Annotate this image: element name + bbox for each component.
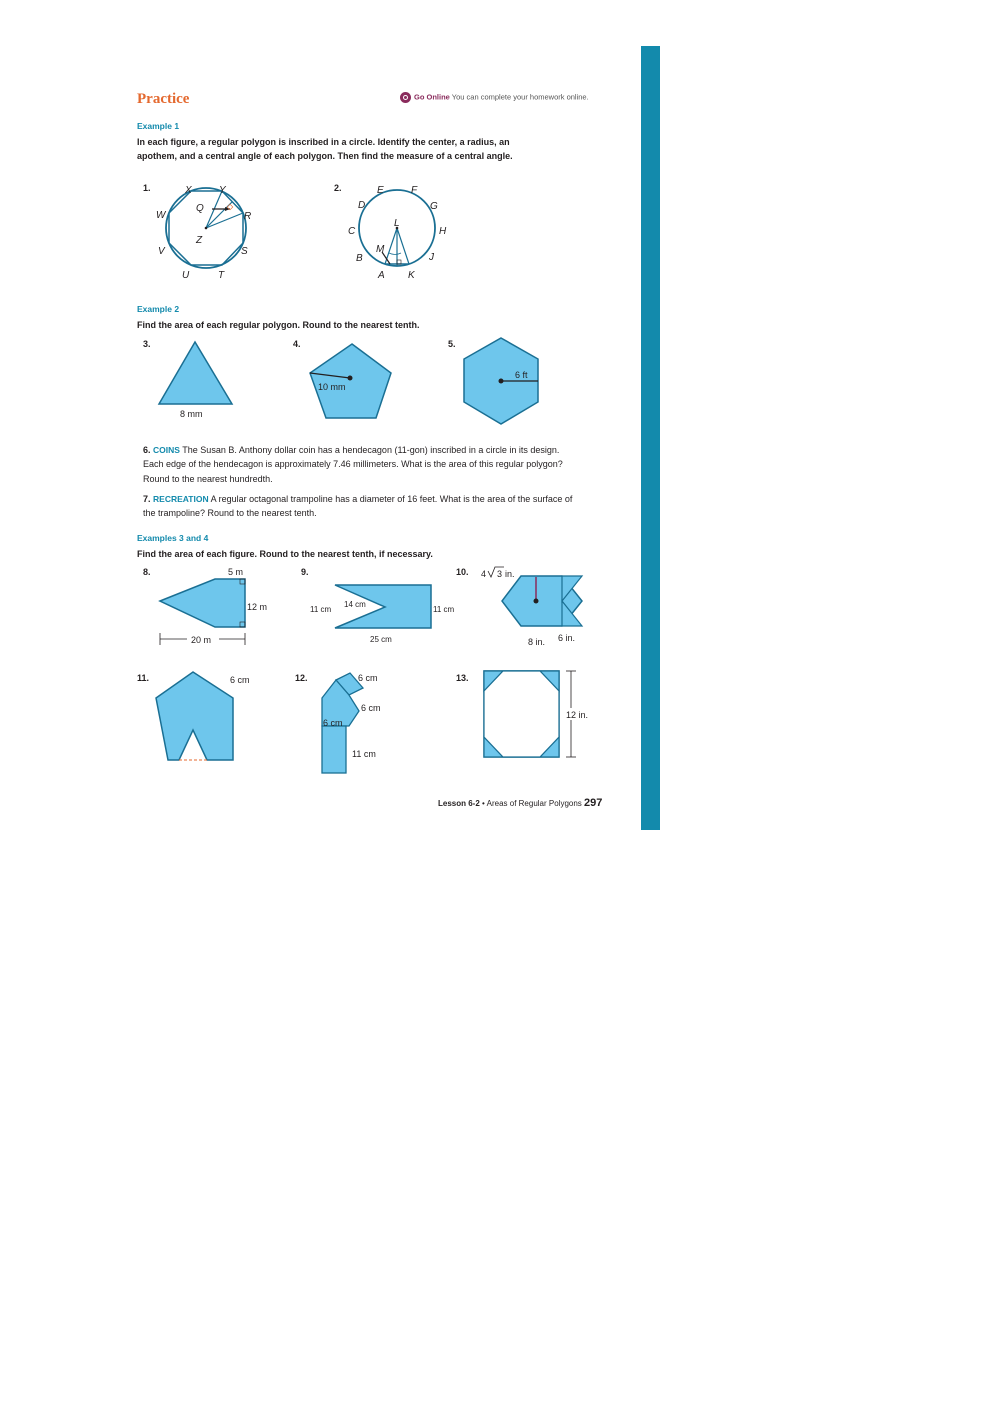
footer-title: Areas of Regular Polygons: [486, 799, 582, 808]
problem-6-keyword: COINS: [153, 445, 180, 455]
label-v: V: [158, 246, 165, 257]
label-a: A: [378, 270, 385, 281]
problem-4-figure: [300, 335, 400, 425]
p13-side-label: 12 in.: [566, 710, 589, 720]
p12-middle-label: 6 cm: [361, 703, 381, 713]
label-y: Y: [219, 185, 226, 196]
bottom-rectangle-shape: [322, 726, 346, 773]
label-e: E: [377, 185, 384, 196]
example-3-4-label: Examples 3 and 4: [137, 533, 209, 543]
p8-top-label: 5 m: [228, 567, 244, 577]
circle-octagon-figure: [166, 188, 246, 268]
p9-left-label: 11 cm: [310, 605, 332, 614]
p10-unit: in.: [505, 569, 515, 579]
triangle-shape: [159, 342, 232, 404]
example-2-instructions: Find the area of each regular polygon. Round to the nearest tenth.: [137, 320, 420, 330]
p11-side-label: 6 cm: [230, 675, 250, 685]
p8-bottom-label: 20 m: [191, 635, 212, 645]
page-footer: [438, 797, 602, 809]
label-f: F: [411, 185, 418, 196]
problem-6-text: The Susan B. Anthony dollar coin has a hendecagon (11-gon) inscribed in a circle in its design. Each edge of the hendecagon is approximately 7.46 millimeters. What is the area of this regular polygon? Round to the nearest hundredth.: [143, 445, 563, 484]
hexagon-label: 6 ft: [515, 370, 528, 380]
sidebar-bar: [641, 46, 660, 830]
problem-1-figure: [150, 180, 270, 280]
problem-10-figure: [470, 563, 600, 653]
p8-side-label: 12 m: [247, 602, 268, 612]
problem-13-figure: [480, 668, 600, 768]
label-w: W: [156, 210, 166, 221]
footer-bullet: •: [482, 799, 485, 808]
problem-12-number: 12.: [295, 673, 308, 683]
problem-5-figure: [455, 335, 555, 430]
problem-5-number: 5.: [448, 339, 456, 349]
label-t: T: [218, 270, 225, 281]
p10-bottom-right-label: 6 in.: [558, 633, 576, 643]
problem-9-figure: [308, 563, 468, 653]
problem-8-number: 8.: [143, 567, 151, 577]
example-3-4-instructions: Find the area of each figure. Round to the nearest tenth, if necessary.: [137, 549, 433, 559]
label-l: L: [394, 218, 400, 229]
problem-6-number: 6.: [143, 445, 151, 455]
p10-radicand: 3: [497, 569, 503, 579]
problem-13-number: 13.: [456, 673, 469, 683]
label-m: M: [376, 244, 385, 255]
label-d: D: [358, 200, 366, 211]
problem-3-figure: [150, 335, 250, 425]
problem-8-figure: [150, 563, 280, 653]
label-h: H: [439, 226, 447, 237]
inner-hexagon-shape: [484, 671, 559, 757]
problem-12-figure: [305, 668, 405, 778]
triangle-side-label: 8 mm: [180, 409, 203, 419]
problem-11-figure: [150, 668, 260, 768]
problem-7-number: 7.: [143, 494, 151, 504]
label-u: U: [182, 270, 190, 281]
page-number: 297: [584, 797, 603, 809]
go-online-icon: [400, 92, 411, 103]
problem-1-number: 1.: [143, 183, 151, 193]
label-s: S: [241, 246, 248, 257]
p12-left-label: 6 cm: [323, 718, 343, 728]
problem-2-figure: [340, 180, 460, 280]
pentagon-shape: [310, 344, 391, 418]
label-r: R: [244, 211, 252, 222]
problem-7-text: A regular octagonal trampoline has a diameter of 16 feet. What is the area of the surface of the trampoline? Round to the nearest tenth.: [143, 494, 573, 519]
problem-3-number: 3.: [143, 339, 151, 349]
page-title: Practice: [137, 91, 190, 107]
problem-10-number: 10.: [456, 567, 469, 577]
go-online-label[interactable]: Go Online: [414, 92, 450, 102]
label-g: G: [430, 201, 438, 212]
label-k: K: [408, 270, 415, 281]
example-2-label: Example 2: [137, 304, 180, 314]
example-1-instructions: In each figure, a regular polygon is inscribed in a circle. Identify the center, a radius, an apothem, and a central angle of each polygon. Then find the measure of a central angle.: [137, 137, 513, 161]
label-j: J: [429, 252, 434, 263]
problem-6: [143, 443, 573, 486]
problem-2-number: 2.: [334, 183, 342, 193]
problem-7-keyword: RECREATION: [153, 494, 209, 504]
p12-top-label: 6 cm: [358, 673, 378, 683]
problem-4-number: 4.: [293, 339, 301, 349]
problem-9-number: 9.: [301, 567, 309, 577]
problem-7: [143, 492, 573, 521]
label-b: B: [356, 253, 363, 264]
pentagon-radius-label: 10 mm: [318, 382, 346, 392]
p9-notch-label: 14 cm: [344, 600, 366, 609]
p10-coef: 4: [481, 569, 487, 579]
example-1-label: Example 1: [137, 121, 180, 131]
label-c: C: [348, 226, 356, 237]
p9-bottom-label: 25 cm: [370, 635, 392, 644]
footer-lesson: Lesson 6-2: [438, 799, 480, 808]
go-online-note[interactable]: [400, 92, 589, 103]
p12-bottom-label: 11 cm: [352, 749, 376, 759]
p10-bottom-left-label: 8 in.: [528, 637, 546, 647]
pentagon-composite-shape: [160, 579, 245, 627]
problem-11-number: 11.: [137, 673, 150, 683]
label-q: Q: [196, 203, 204, 214]
label-z: Z: [196, 235, 203, 246]
p9-right-label: 11 cm: [433, 605, 455, 614]
label-x: X: [185, 185, 192, 196]
arrow-composite-shape: [156, 672, 233, 760]
go-online-text: You can complete your homework online.: [451, 92, 589, 102]
